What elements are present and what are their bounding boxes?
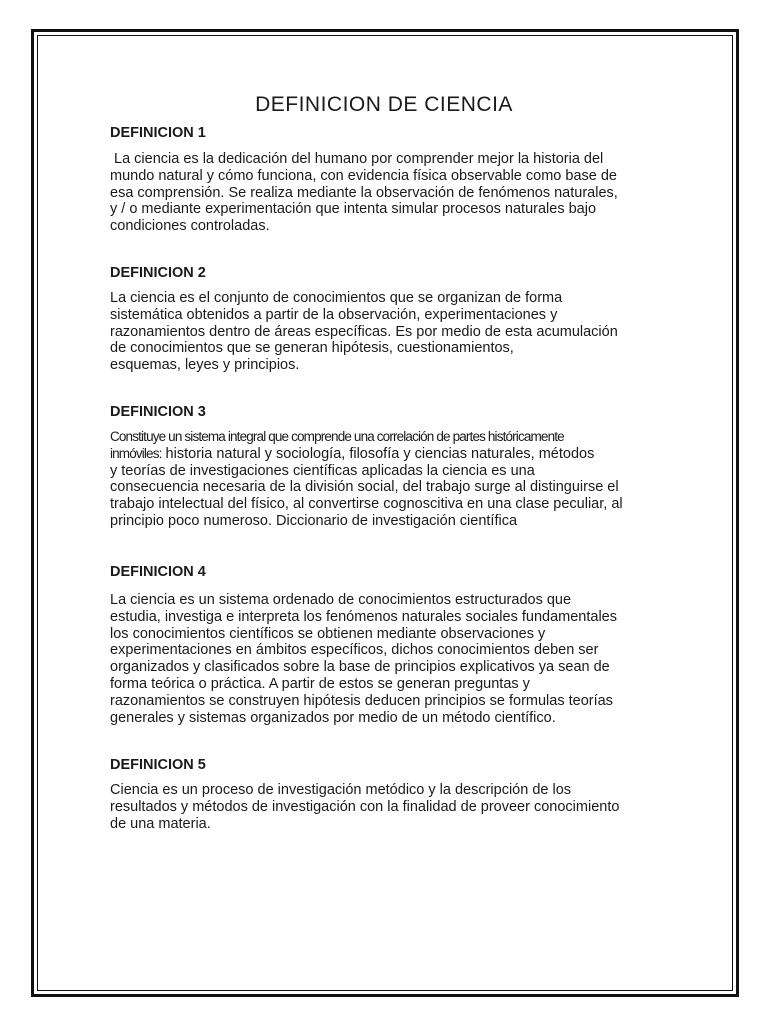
text-line: consecuencia necesaria de la división social, del trabajo surge al distinguirse el [110, 479, 619, 496]
text-line [110, 446, 670, 463]
text-line: esa comprensión. Se realiza mediante la observación de fenómenos naturales, [110, 184, 618, 201]
section-heading-3: DEFINICION 3 [110, 404, 206, 420]
text-line: mundo natural y cómo funciona, con evidencia física observable como base de [110, 167, 617, 184]
section-heading-4: DEFINICION 4 [110, 564, 206, 580]
text-line: y teorías de investigaciones científicas aplicadas la ciencia es una [110, 462, 535, 479]
section-body-5 [110, 782, 670, 832]
text-line: condiciones controladas. [110, 218, 270, 235]
text-line: experimentaciones en ámbitos específicos, dichos conocimientos deben ser [110, 642, 599, 659]
document-title: DEFINICION DE CIENCIA [255, 93, 513, 116]
text-line: trabajo intelectual del físico, al convertirse cognoscitiva en una clase peculiar, al [110, 496, 623, 513]
text-line: Ciencia es un proceso de investigación metódico y la descripción de los [110, 782, 572, 798]
text-fragment: inmóviles: [110, 445, 162, 461]
text-fragment: historia natural y sociología, filosofía y ciencias naturales, métodos [161, 445, 595, 462]
text-line: estudia, investiga e interpreta los fenómenos naturales sociales fundamentales [110, 608, 617, 625]
text-line: y / o mediante experimentación que intenta simular procesos naturales bajo [110, 201, 597, 218]
section-heading-2: DEFINICION 2 [110, 265, 206, 281]
text-line: razonamientos dentro de áreas específicas. Es por medio de esta acumulación [110, 323, 618, 340]
text-line: principio poco numeroso. Diccionario de investigación científica [110, 512, 518, 529]
section-body-1 [110, 151, 670, 235]
text-line: resultados y métodos de investigación con la finalidad de proveer conocimiento [110, 798, 620, 815]
text-line: razonamientos se construyen hipótesis deducen principios se formulas teorías [110, 692, 613, 709]
text-line: sistemática obtenidos a partir de la observación, experimentaciones y [110, 306, 558, 323]
text-line: de conocimientos que se generan hipótesis, cuestionamientos, [110, 340, 514, 357]
text-line: de una materia. [110, 815, 211, 832]
section-body-4 [110, 592, 670, 726]
section-heading-1: DEFINICION 1 [110, 125, 206, 141]
section-body-2 [110, 290, 670, 374]
text-line: La ciencia es la dedicación del humano por comprender mejor la historia del [110, 151, 604, 167]
text-line: La ciencia es un sistema ordenado de conocimientos estructurados que [110, 592, 572, 608]
text-line: los conocimientos científicos se obtienen mediante observaciones y [110, 625, 546, 642]
text-line: esquemas, leyes y principios. [110, 357, 300, 374]
text-line: organizados y clasificados sobre la base de principios explicativos ya sean de [110, 659, 610, 676]
section-heading-5: DEFINICION 5 [110, 757, 206, 773]
text-line: Constituye un sistema integral que comprende una correlación de partes históricamente [110, 429, 564, 444]
text-line: forma teórica o práctica. A partir de estos se generan preguntas y [110, 675, 530, 692]
section-body-3 [110, 429, 670, 530]
text-line: La ciencia es el conjunto de conocimientos que se organizan de forma [110, 290, 563, 306]
text-line: generales y sistemas organizados por medio de un método científico. [110, 709, 556, 726]
